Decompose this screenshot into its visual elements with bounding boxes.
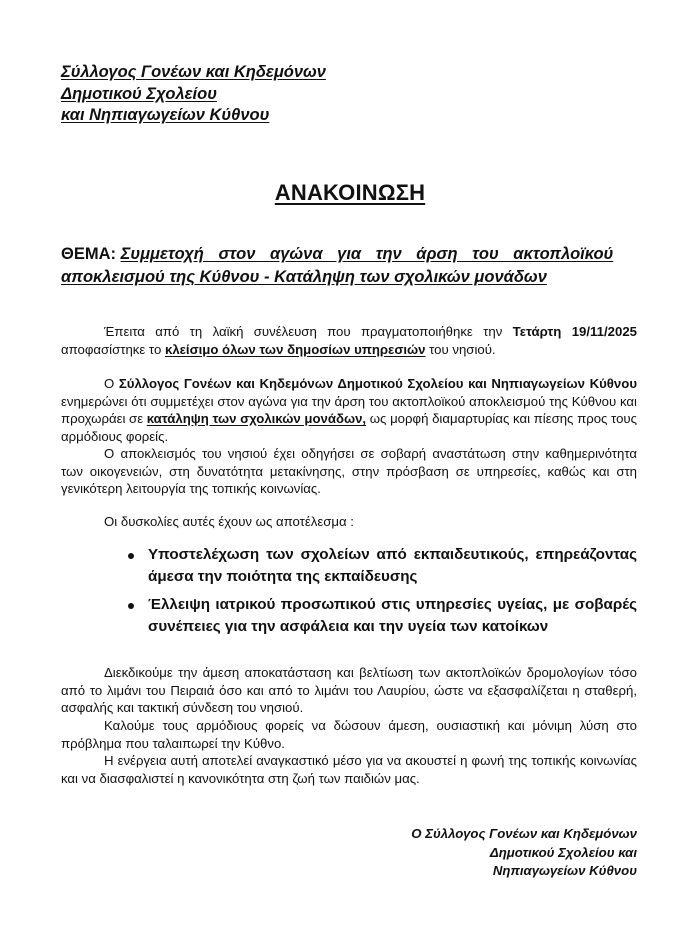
- document-title: ΑΝΑΚΟΙΝΩΣΗ: [274, 180, 426, 205]
- signature-line-3: Νηπιαγωγείων Κύθνου: [492, 863, 637, 878]
- list-item-text: Έλλειψη ιατρικού προσωπικού στις υπηρεσίες υγείας, με σοβαρές συνέπειες για την ασφάλεια και την υγεία των κατοίκων: [148, 596, 637, 635]
- list-item-text: Υποστελέχωση των σχολείων από εκπαιδευτικούς, επηρεάζοντας άμεσα την ποιότητα της εκπαίδευσης: [148, 546, 637, 585]
- paragraph-impact: [61, 445, 637, 498]
- bullet-dot-icon: [128, 553, 134, 559]
- paragraph-participation: [61, 375, 637, 445]
- paragraph-call-to-action: [61, 717, 637, 752]
- org-header-line-2: Δημοτικού Σχολείου: [61, 84, 217, 103]
- paragraph-demands: [61, 664, 637, 717]
- occupation-emphasis: κατάληψη των σχολικών μονάδων,: [146, 411, 367, 426]
- paragraph-closing: [61, 752, 637, 787]
- paragraph-decision: [61, 323, 637, 358]
- signature-line-2: Δημοτικού Σχολείου και: [489, 844, 637, 860]
- paragraph-text: αποφασίστηκε το: [61, 341, 165, 357]
- paragraph-text: Η ενέργεια αυτή αποτελεί αναγκαστικό μέσο για να ακουστεί η φωνή της τοπικής κοινωνίας και να διασφαλιστεί η κανονικότητα στη ζωή των παιδιών μας.: [61, 753, 637, 786]
- paragraph-text: του νησιού.: [425, 341, 496, 357]
- paragraph-text: Καλούμε τους αρμόδιους φορείς να δώσουν άμεση, ουσιαστική και μόνιμη λύση στο πρόβλημα που ταλαιπωρεί την Κύθνο.: [61, 718, 637, 751]
- signature-line-1: Ο Σύλλογος Γονέων και Κηδεμόνων: [411, 826, 637, 841]
- paragraph-text: ως μορφή διαμαρτυρίας και πίεσης προς τους αρμόδιους φορείς.: [61, 411, 637, 444]
- paragraph-text: Έπειτα από τη λαϊκή συνέλευση που πραγματοποιήθηκε την: [104, 324, 513, 339]
- org-header-line-1: Σύλλογος Γονέων και Κηδεμόνων: [61, 63, 326, 81]
- paragraph-text: Ο αποκλεισμός του νησιού έχει οδηγήσει σε σοβαρή αναστάτωση στην καθημερινότητα των οικογενειών, στη δυνατότητα μετακίνησης, στην πρόσβαση σε υπηρεσίες, καθώς και στη γενικότερη λειτουργία της τοπικής κοινωνίας.: [61, 446, 637, 496]
- paragraph-consequences-intro: [61, 513, 637, 531]
- bullet-dot-icon: [128, 603, 134, 609]
- paragraph-text: Ο: [104, 376, 119, 391]
- org-name-emphasis: Σύλλογος Γονέων και Κηδεμόνων Δημοτικού Σχολείου και Νηπιαγωγείων Κύθνου: [118, 376, 637, 391]
- subject-text-line-2: αποκλεισμού της Κύθνου - Κατάληψη των σχολικών μονάδων: [61, 268, 547, 286]
- org-header-line-3: και Νηπιαγωγείων Κύθνου: [61, 106, 270, 124]
- signature-block: [411, 825, 637, 881]
- subject-block: [61, 243, 637, 289]
- list-item: [122, 544, 637, 588]
- paragraph-text: Διεκδικούμε την άμεση αποκατάσταση και βελτίωση των ακτοπλοϊκών δρομολογίων τόσο από το λιμάνι του Πειραιά όσο και από το λιμάνι του Λαυρίου, ώστε να εξασφαλίζεται η σταθερή, ασφαλής και τακτική σύνδεση του νησιού.: [61, 665, 637, 715]
- subject-label: ΘΕΜΑ:: [61, 245, 116, 263]
- closure-emphasis: κλείσιμο όλων των δημοσίων υπηρεσιών: [164, 341, 426, 357]
- paragraph-text: Οι δυσκολίες αυτές έχουν ως αποτέλεσμα :: [104, 514, 354, 529]
- paragraph-text: ενημερώνει ότι συμμετέχει στον αγώνα για την άρση του ακτοπλοϊκού αποκλεισμού της Κύθνου και προχωράει σε: [61, 393, 637, 426]
- consequences-list: [122, 544, 637, 644]
- meeting-date: Τετάρτη 19/11/2025: [512, 324, 637, 339]
- list-item: [122, 594, 637, 638]
- organization-header: [61, 62, 326, 127]
- subject-text-line-1: Συμμετοχή στον αγώνα για την άρση του ακτοπλοϊκού: [120, 245, 614, 263]
